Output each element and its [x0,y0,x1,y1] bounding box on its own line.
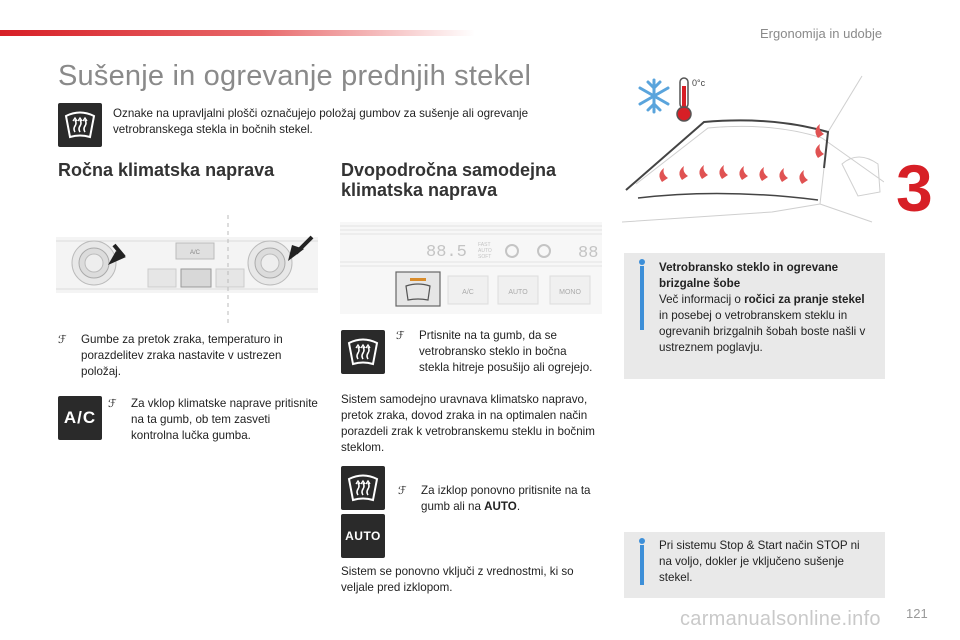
auto-icon-label: AUTO [345,529,381,543]
info-1-text [659,292,874,356]
svg-text:FAST: FAST [478,242,491,248]
dual-paragraph-2: Sistem se ponovno vključi z vrednostmi, ki so veljale pred izklopom. [341,565,574,594]
manual-heading: Ročna klimatska naprava [58,160,275,180]
page-title: Sušenje in ogrevanje prednjih stekel [58,60,532,92]
windshield-defrost-icon [346,473,380,503]
dual-panel-illustration [340,222,602,314]
page-number: 121 [906,606,928,621]
manual-bullet-2-text: Za vklop klimatske naprave pritisnite na ta gumb, ob tem zasveti kontrolna lučka gumba. [131,397,318,442]
info-icon [639,538,645,544]
dual-heading [341,160,556,200]
display-left-readout: 88.5 [426,243,467,262]
intro-text: Oznake na upravljalni plošči označujejo položaj gumbov za sušenje ali ogrevanje vetrobranskega stekla in bočnih stekel. [113,107,529,136]
info-1-text-pre: Več informacij o [659,293,745,306]
bullet-marker: ℱ [398,485,407,497]
dual-heading-line-2: klimatska naprava [341,180,498,200]
windshield-heating-illustration [622,72,884,242]
windshield-defrost-icon [63,110,97,140]
svg-text:SOFT: SOFT [478,254,492,260]
defrost-button-icon [341,330,385,374]
snowflake-icon [640,80,668,112]
auto-button-icon [341,514,385,558]
windshield-defrost-icon [346,337,380,367]
manual-bullet-1-text: Gumbe za pretok zraka, temperaturo in porazdelitev zraka nastavite v ustrezen položaj. [81,333,283,378]
manual-bullet-1 [58,332,318,380]
dual-bullet-2-bold: AUTO [484,500,517,513]
panel-ac-label: A/C [189,250,201,256]
dual-bullet-1 [396,328,596,376]
chapter-number: 3 [896,151,933,225]
manual-panel-illustration [56,215,318,327]
dual-bullet-1-text: Prtisnite na ta gumb, da se vetrobransko steklo in bočna stekla hitreje posušijo ali ogrejejo. [419,329,593,374]
dual-bullet-2-end: . [516,500,521,513]
chapter-title: Ergonomija in udobje [760,26,883,41]
temp-label: 0°c [692,78,706,88]
ac-icon-label: A/C [63,408,97,427]
thermometer-icon [677,78,691,121]
display-right-readout: 88 [578,244,599,263]
defrost-icon [58,103,102,147]
bullet-marker: ℱ [108,398,117,410]
defrost-button-icon-2 [341,466,385,510]
svg-text:AUTO: AUTO [478,248,492,254]
dual-paragraph-1: Sistem samodejno uravnava klimatsko napravo, pretok zraka, dovod zraka in na optimalen način porazdeli zrak k vetrobranskemu steklu in bočnim steklom. [341,393,595,454]
svg-text:AUTO: AUTO [508,289,528,296]
info-1-text-post: in posebej o vetrobranskem steklu in ogrevanih brizgalnih šobah boste našli v ustreznem poglavju. [659,309,866,354]
manual-bullet-2 [108,396,318,444]
info-box-stop-start [624,532,885,598]
bullet-marker: ℱ [396,330,405,342]
info-1-title: Vetrobransko steklo in ogrevane brizgalne šobe [659,261,839,290]
info-2-text: Pri sistemu Stop & Start način STOP ni na voljo, dokler je vključeno sušenje stekel. [659,539,860,584]
bullet-marker: ℱ [58,334,67,346]
svg-text:A/C: A/C [462,289,474,296]
footer-url: carmanualsonline.info [680,608,881,630]
svg-text:MONO: MONO [559,289,581,296]
info-accent-bar [640,545,644,585]
ac-button-icon [58,396,102,440]
info-icon [639,259,645,265]
info-box-heated-windshield [624,253,885,379]
info-accent-bar [640,266,644,330]
header-accent-rule [0,30,475,36]
dual-heading-line-1: Dvopodročna samodejna [341,160,557,180]
info-1-text-bold: ročici za pranje stekel [744,293,865,306]
dual-bullet-2-text: Za izklop ponovno pritisnite na ta gumb ali na [421,484,591,513]
dual-bullet-2 [398,483,603,515]
